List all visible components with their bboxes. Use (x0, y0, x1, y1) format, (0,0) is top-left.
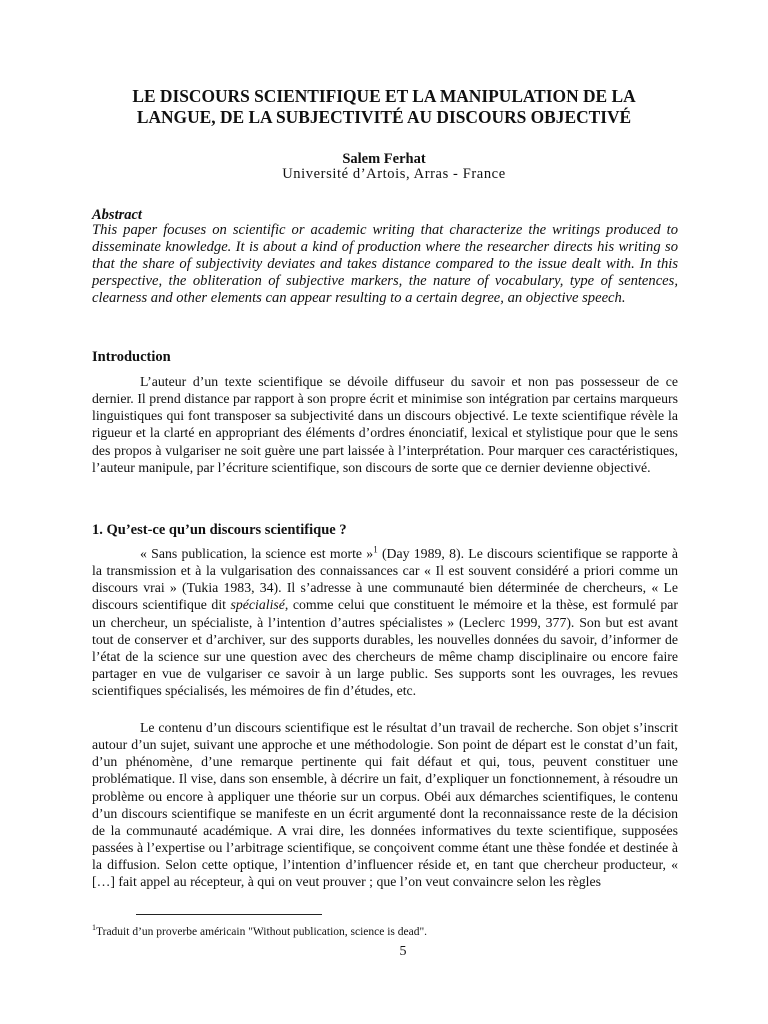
abstract-heading: Abstract (92, 207, 142, 223)
paper-title-line-1: LE DISCOURS SCIENTIFIQUE ET LA MANIPULATION DE LA (132, 86, 636, 106)
section-1-paragraph-1 (92, 545, 678, 699)
footnote-ref: 1 (373, 544, 378, 555)
introduction-heading: Introduction (92, 349, 171, 365)
author-affiliation: Université d’Artois, Arras - France (282, 166, 506, 182)
paragraph-text: Le contenu d’un discours scientifique est le résultat d’un travail de recherche. Son objet s’inscrit autour d’un sujet, suivant une approche et une méthodologie. Son point de départ est le constat d’un fait, d’un phénomène, d’une remarque pertinente qui fait défaut et qui, tous, peuvent constituer une problématique. Il vise, dans son ensemble, à décrire un fait, d’expliquer un fonctionnement, à résoudre un problème ou encore à appliquer une théorie sur un corpus. Obéi aux démarches scientifiques, le contenu d’un discours scientifique se manifeste en un écrit argumenté dont la reconnaissance reste de la décision de la communauté académique. A vrai dire, les données informatives du texte scientifique, supposées passées à l’expertise ou l’arbitrage scientifique, se conçoivent comme étant une thèse fondée et destinée à la diffusion. Selon cette optique, l’intention d’influencer réside et, en tant que chercheur producteur, « […] fait appel au récepteur, à qui on veut prouver ; que l’on veut convaincre selon les règles (92, 720, 678, 890)
emphasis-text: spécialisé (230, 597, 285, 613)
page-number: 5 (399, 944, 407, 959)
introduction-paragraph (92, 373, 678, 476)
section-1-heading: 1. Qu’est-ce qu’un discours scientifique ? (92, 522, 347, 538)
footnote-text: Traduit d’un proverbe américain "Without publication, science is dead". (96, 925, 428, 938)
paragraph-text: (Day 1989, 8). Le discours scientifique se rapporte à la transmission et à la vulgarisation des connaissances car « Il est souvent considéré a priori comme un discours vrai » (Tukia 1983, 34). Il s’adresse à une communauté bien déterminée de chercheurs, « Le discours scientifique dit (92, 546, 678, 613)
quote-text: « Sans publication, la science est morte » (140, 546, 374, 561)
introduction-text: L’auteur d’un texte scientifique se dévoile diffuseur du savoir et non pas possesseur de ce dernier. Il prend distance par rapport à son propre écrit et minimise son intégration par certains marqueurs linguistiques qui font transposer sa subjectivité dans un discours objectivé. Le texte scientifique révèle la rigueur et la clarté en appropriant des éléments d’ordres énonciatif, lexical et stylistique pour que le sens des propos à vulgariser ne soit guère une part laissée à l’interprétation. Pour marquer ces caractéristiques, l’auteur manipule, par l’écriture scientifique, son discours de sorte que ce dernier devienne objectivé. (92, 374, 678, 475)
author-name: Salem Ferhat (342, 151, 426, 167)
paragraph-text: , comme celui que constituent le mémoire et la thèse, est formulé par un chercheur, un spécialiste, à l’intention d’autres spécialistes » (Leclerc 1999, 377). Son but est avant tout de conserver et d’archiver, sur des supports durables, les nouvelles données du savoir, d’informer de l’état de la science sur une question avec des chercheurs de même champ disciplinaire ou encore faire partager en vue de vulgariser ce savoir à un large public. Ses supports sont les ouvrages, les revues scientifiques spécialisés, les mémoires de fin d’études, etc. (92, 597, 678, 699)
footnote (92, 921, 427, 939)
abstract-text: This paper focuses on scientific or academic writing that characterize the writings produced to disseminate knowledge. It is about a kind of production where the researcher directs his writing so that the share of subjectivity deviates and takes distance compared to the issue dealt with. In this perspective, the obliteration of subjective markers, the nature of vocabulary, type of sentences, clearness and other elements can appear resulting to a certain degree, an objective speech. (92, 222, 678, 307)
paper-title-line-2: LANGUE, DE LA SUBJECTIVITÉ AU DISCOURS OBJECTIVÉ (136, 107, 632, 127)
paper-title (92, 86, 676, 128)
footnote-number: 1 (92, 923, 96, 932)
footnote-separator (136, 914, 322, 915)
section-1-paragraph-2 (92, 719, 678, 891)
